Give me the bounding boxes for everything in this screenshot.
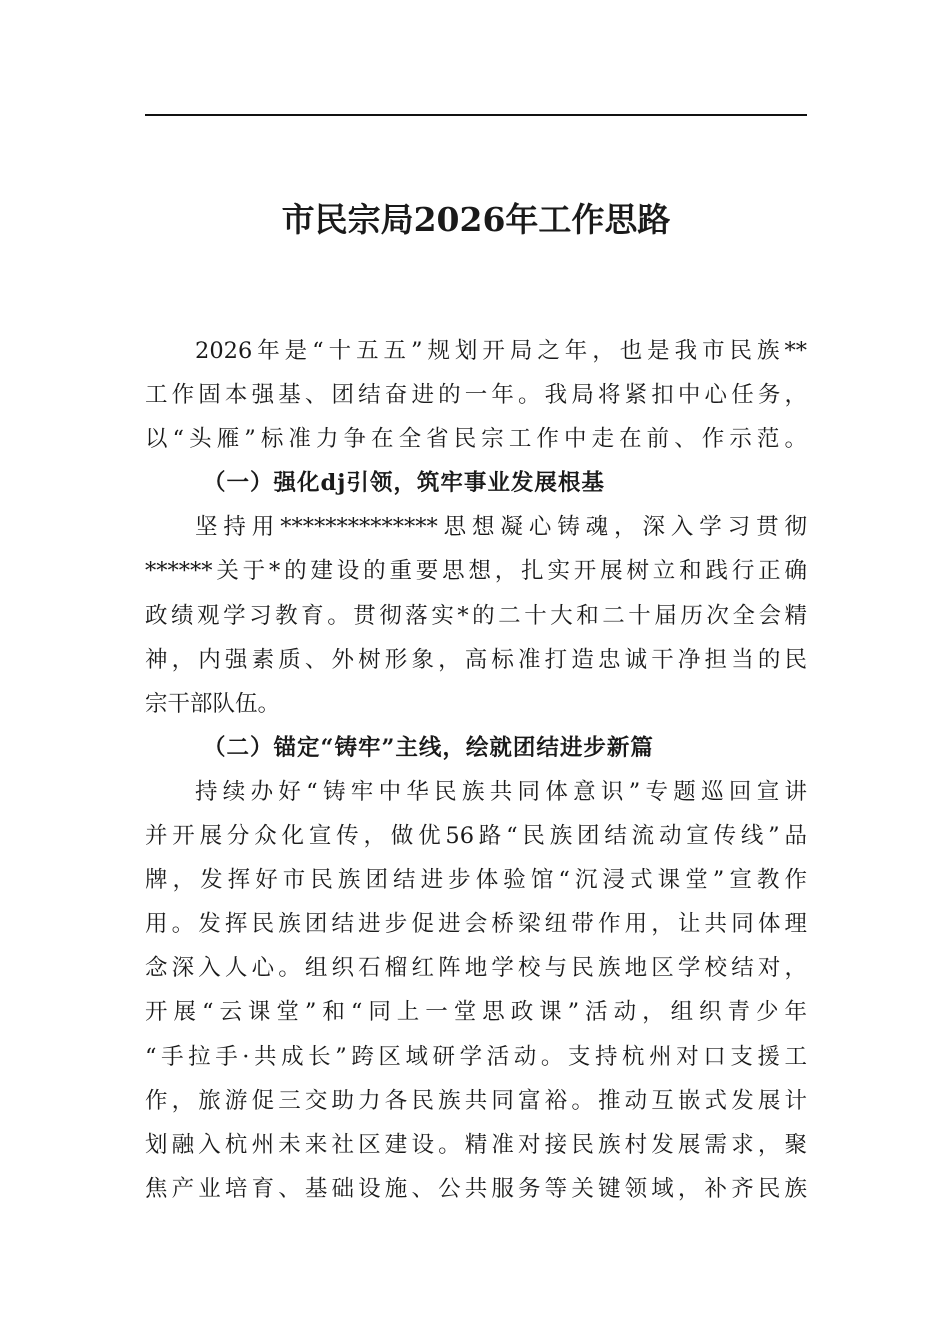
section1-line: 坚持用**************思想凝心铸魂，深入学习贯彻: [195, 514, 807, 541]
section2-line: 作，旅游促三交助力各民族共同富裕。推动互嵌式发展计: [145, 1087, 807, 1114]
header-rule: [145, 114, 807, 116]
section1-line: 政绩观学习教育。贯彻落实*的二十大和二十届历次全会精: [145, 602, 807, 629]
document-title: 市民宗局2026年工作思路: [281, 200, 671, 239]
section2-line: 并开展分众化宣传，做优56路“民族团结流动宣传线”品: [145, 823, 807, 850]
section-heading-2: （二）锚定“铸牢”主线，绘就团结进步新篇: [203, 734, 654, 761]
section1-line: 宗干部队伍。: [145, 690, 281, 717]
section1-line: ******关于*的建设的重要思想，扎实开展树立和践行正确: [145, 558, 807, 585]
section2-line: 持续办好“铸牢中华民族共同体意识”专题巡回宣讲: [195, 778, 807, 805]
intro-line: 工作固本强基、团结奋进的一年。我局将紧扣中心任务，: [145, 382, 807, 409]
section-heading-1: （一）强化dj引领，筑牢事业发展根基: [203, 470, 605, 497]
section2-line: 焦产业培育、基础设施、公共服务等关键领域，补齐民族: [145, 1175, 807, 1202]
intro-line: 2026年是“十五五”规划开局之年，也是我市民族**: [195, 338, 807, 364]
section2-line: 牌，发挥好市民族团结进步体验馆“沉浸式课堂”宣教作: [145, 867, 807, 894]
intro-line: 以“头雁”标准力争在全省民宗工作中走在前、作示范。: [145, 426, 807, 453]
document-body: [145, 329, 807, 1211]
section2-line: 划融入杭州未来社区建设。精准对接民族村发展需求，聚: [145, 1131, 807, 1158]
section2-line: 开展“云课堂”和“同上一堂思政课”活动，组织青少年: [145, 999, 807, 1026]
section2-line: “手拉手·共成长”跨区域研学活动。支持杭州对口支援工: [145, 1043, 807, 1070]
section1-line: 神，内强素质、外树形象，高标准打造忠诚干净担当的民: [145, 646, 807, 673]
section2-line: 念深入人心。组织石榴红阵地学校与民族地区学校结对，: [145, 955, 807, 982]
section2-line: 用。发挥民族团结进步促进会桥梁纽带作用，让共同体理: [145, 911, 807, 938]
